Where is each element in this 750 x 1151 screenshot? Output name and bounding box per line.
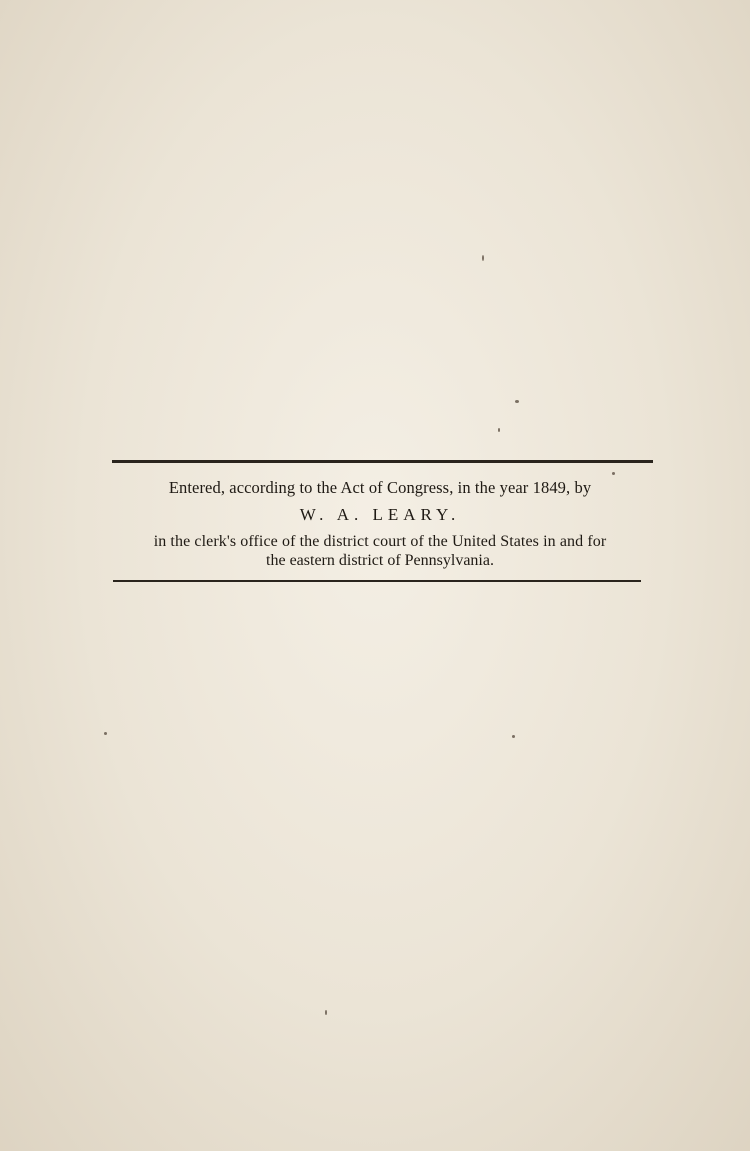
paper-speck [498,428,500,432]
top-rule [112,460,653,463]
paper-speck [512,735,515,738]
paper-speck [482,255,484,261]
bottom-rule [113,580,641,582]
author-name: W. A. LEARY. [299,505,461,524]
paper-speck [612,472,615,475]
paper-speck [104,732,107,735]
paper-speck [325,1010,327,1015]
court-office-line: in the clerk's office of the district court of the United States in and for [153,533,607,550]
copyright-entry-line: Entered, according to the Act of Congress, in the year 1849, by [168,478,592,497]
paper-speck [515,400,519,403]
district-line: the eastern district of Pennsylvania. [266,552,494,569]
